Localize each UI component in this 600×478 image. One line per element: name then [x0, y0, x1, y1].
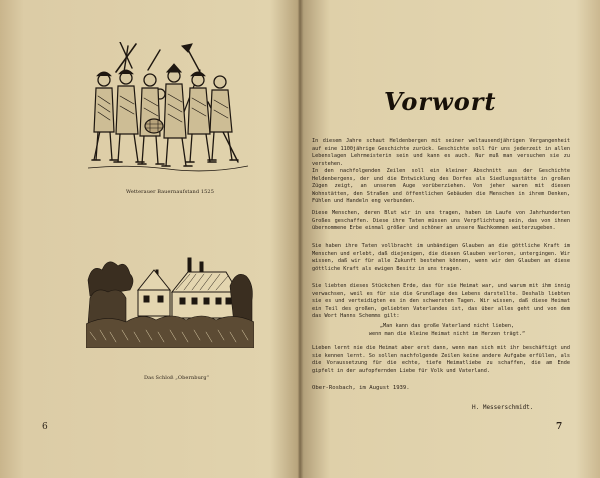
quote-line-1: „Man kann das große Vaterland nicht lieben, [379, 323, 515, 329]
quote-line-2: wenn man die kleine Heimat nicht im Herzen trägt.“ [368, 331, 526, 337]
paragraph-1: In diesem Jahre schaut Heldenbergen mit seiner weltausendjährigen Vergangenheit auf eine 1100jährige Geschichte zurück. Geschichte soll für uns jederzeit in allen Lebenslagen Lehrmeisterin sein und kann es auch. Nur muß man versuchen sie zu verstehen. [312, 138, 570, 167]
right-page [302, 0, 600, 478]
left-page [0, 0, 298, 478]
paragraph-4: Sie haben ihre Taten vollbracht im unbändigen Glauben an die göttliche Kraft im Menschen und erlebt, daß diejenigen, die diesen Glauben verloren, untergingen. Wir wissen, daß wir für alle Zukunft bestehen können, wenn wir den Glauben an diese göttliche Kraft als ewigen Besitz in uns tragen. [312, 243, 570, 272]
paragraph-2: In den nachfolgenden Zeilen soll ein kleiner Abschnitt aus der Geschichte Heldenbergens, der und die Entwicklung des Dorfes als Siedlungsstätte in großen Zügen zeigt, an unserem Auge vorüberziehen. Von jeher waren mit diesen Wohnstätten, den Straßen und öffentlichen Gebäuden die Menschen in ihrem Denken, Fühlen und Handeln eng verbunden. [312, 168, 570, 205]
illustration-castle-obernburg [86, 240, 254, 348]
page-title: Vorwort [384, 87, 497, 116]
illustration-peasant-uprising [88, 42, 248, 174]
caption-peasant-uprising: Wetterauer Bauernaufstand 1525 [126, 189, 214, 195]
paragraph-3: Diese Menschen, deren Blut wir in uns tragen, haben im Laufe von Jahrhunderten Großes geschaffen. Diese ihre Taten müssen uns Verpflichtung sein, das von ihnen übernommene Erbe einmal größer und schöner an unsere Nachkommen weiterzugeben. [312, 210, 570, 232]
signature: H. Messerschmidt. [472, 404, 534, 411]
caption-castle: Das Schloß „Obernburg“ [144, 375, 210, 381]
page-number-right: 7 [556, 422, 563, 432]
paragraph-5: Sie liebten dieses Stückchen Erde, das für sie Heimat war, und warum mit ihm innig verwachsen, weil es für sie die Grundlage des Lebens darstellte. Deshalb liebten sie es und verteidigten es in den schwersten Tagen. Wir wissen, daß diese Heimat ein Teil des großen, geliebten Vaterlandes ist, das über alles geht und von dem das Wort Hanns Schemms gilt: [312, 283, 570, 320]
paragraph-6: Lieben lernt nie die Heimat aber erst dann, wenn man sich mit ihr beschäftigt und sie kennen lernt. So sollen nachfolgende Zeilen keine andere Aufgabe erfüllen, als die Voraussetzung für die echte, tiefe Heimatliebe zu schaffen, die am Ende gipfelt in der aufopfernden Liebe für Volk und Vaterland. [312, 345, 570, 374]
page-number-left: 6 [42, 422, 48, 432]
place-date: Ober-Rosbach, im August 1939. [312, 385, 410, 391]
